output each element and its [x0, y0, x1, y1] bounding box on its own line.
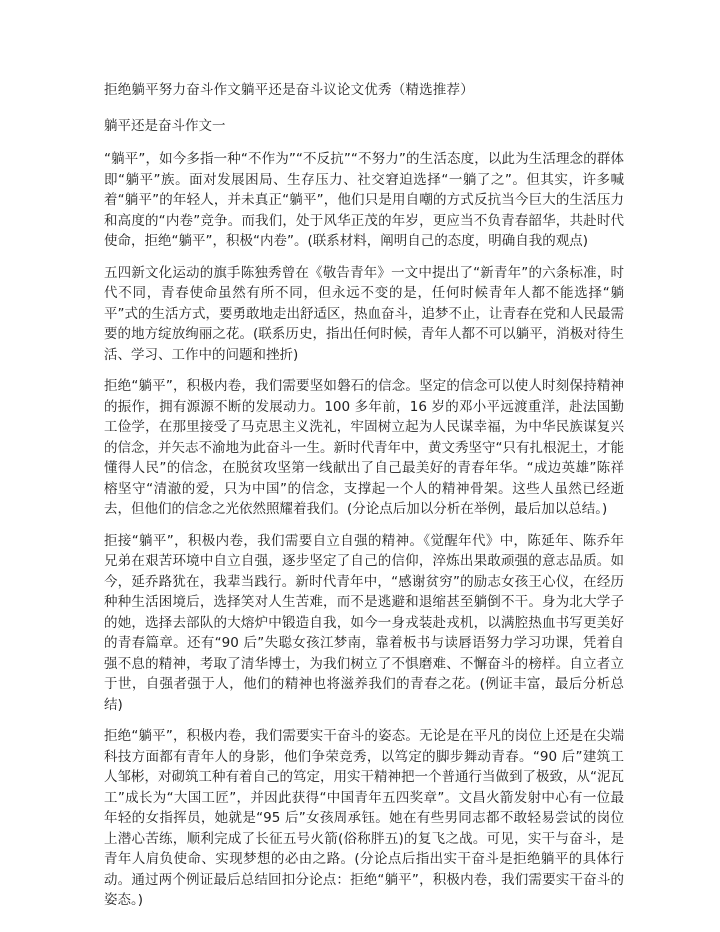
paragraph-4: 拒接“躺平”，积极内卷，我们需要自立自强的精神。《觉醒年代》中，陈延年、陈乔年兄弟在艰苦环境中自立自强，逐步坚定了自己的信仰，淬炼出果敢顽强的意志品质。如今，延乔路犹在，我辈当践行。新时代青年中，“感谢贫穷”的励志女孩王心仪，在经历种种生活困境后，选择笑对人生苦难，而不是逃避和退缩甚至躺倒不干。身为北大学子的她，选择去部队的大熔炉中锻造自我，如今一身戎装赴戎机，以满腔热血书写更美好的青春篇章。还有“90 后”失聪女孩江梦南，靠着板书与读唇语努力学习功课，凭着自强不息的精神，考取了清华博士，为我们树立了不惧磨难、不懈奋斗的榜样。自立者立于世，自强者强于人，他们的精神也将滋养我们的青春之花。(例证丰富，最后分析总结)	[104, 532, 624, 713]
document-title: 拒绝躺平努力奋斗作文躺平还是奋斗议论文优秀（精选推荐）	[104, 82, 474, 98]
section-subtitle: 躺平还是奋斗作文一	[104, 118, 226, 134]
paragraph-2: 五四新文化运动的旗手陈独秀曾在《敬告青年》一文中提出了“新青年”的六条标准，时代不同，青春使命虽然有所不同，但永远不变的是，任何时候青年人都不能选择“躺平”式的生活方式，要勇敢地走出舒适区，热血奋斗，追梦不止，让青春在党和人民最需要的地方绽放绚丽之花。(联系历史，指出任何时候，青年人都不可以躺平，消极对待生活、学习、工作中的问题和挫折)	[104, 264, 624, 363]
paragraph-5: 拒绝“躺平”，积极内卷，我们需要实干奋斗的姿态。无论是在平凡的岗位上还是在尖端科技方面都有青年人的身影，他们争荣竞秀，以笃定的脚步舞动青春。“90 后”建筑工人邹彬，对砌筑工种有着自己的笃定，用实干精神把一个普通行当做到了极致，从“泥瓦工”成长为“大国工匠”，并因此获得“中国青年五四奖章”。文昌火箭发射中心有一位最年轻的女指挥员，她就是“95 后”女孩周承钰。她在有些男同志都不敢轻易尝试的岗位上潜心苦练，顺利完成了长征五号火箭(俗称胖五)的复飞之战。可见，实干与奋斗，是青年人肩负使命、实现梦想的必由之路。(分论点后指出实干奋斗是拒绝躺平的具体行动。通过两个例证最后总结回扣分论点：拒绝“躺平”，积极内卷，我们需要实干奋斗的姿态。)	[104, 728, 624, 908]
paragraph-1: “躺平”，如今多指一种“不作为”“不反抗”“不努力”的生活态度，以此为生活理念的群体即“躺平”族。面对发展困局、生存压力、社交窘迫选择“一躺了之”。但其实，许多喊着“躺平”的年轻人，并未真正“躺平”，他们只是用自嘲的方式反抗当今巨大的生活压力和高度的“内卷”竞争。而我们，处于风华正茂的年岁，更应当不负青春韶华，共赴时代使命，拒绝“躺平”，积极“内卷”。(联系材料，阐明自己的态度，明确自我的观点)	[104, 151, 624, 249]
document-body	[104, 80, 624, 922]
paragraph-3: 拒绝“躺平”，积极内卷，我们需要坚如磐石的信念。坚定的信念可以使人时刻保持精神的振作，拥有源源不断的发展动力。100 多年前，16 岁的邓小平远渡重洋，赴法国勤工俭学，在那里接受了马克思主义洗礼，牢固树立起为人民谋幸福，为中华民族谋复兴的信念，并矢志不渝地为此奋斗一生。新时代青年中，黄文秀坚守“只有扎根泥土，才能懂得人民”的信念，在脱贫攻坚第一线献出了自己最美好的青春年华。“成边英雄”陈祥榕坚守“清澈的爱，只为中国”的信念，支撑起一个人的精神骨架。这些人虽然已经逝去，但他们的信念之光依然照耀着我们。(分论点后加以分析在举例，最后加以总结。)	[104, 378, 624, 517]
